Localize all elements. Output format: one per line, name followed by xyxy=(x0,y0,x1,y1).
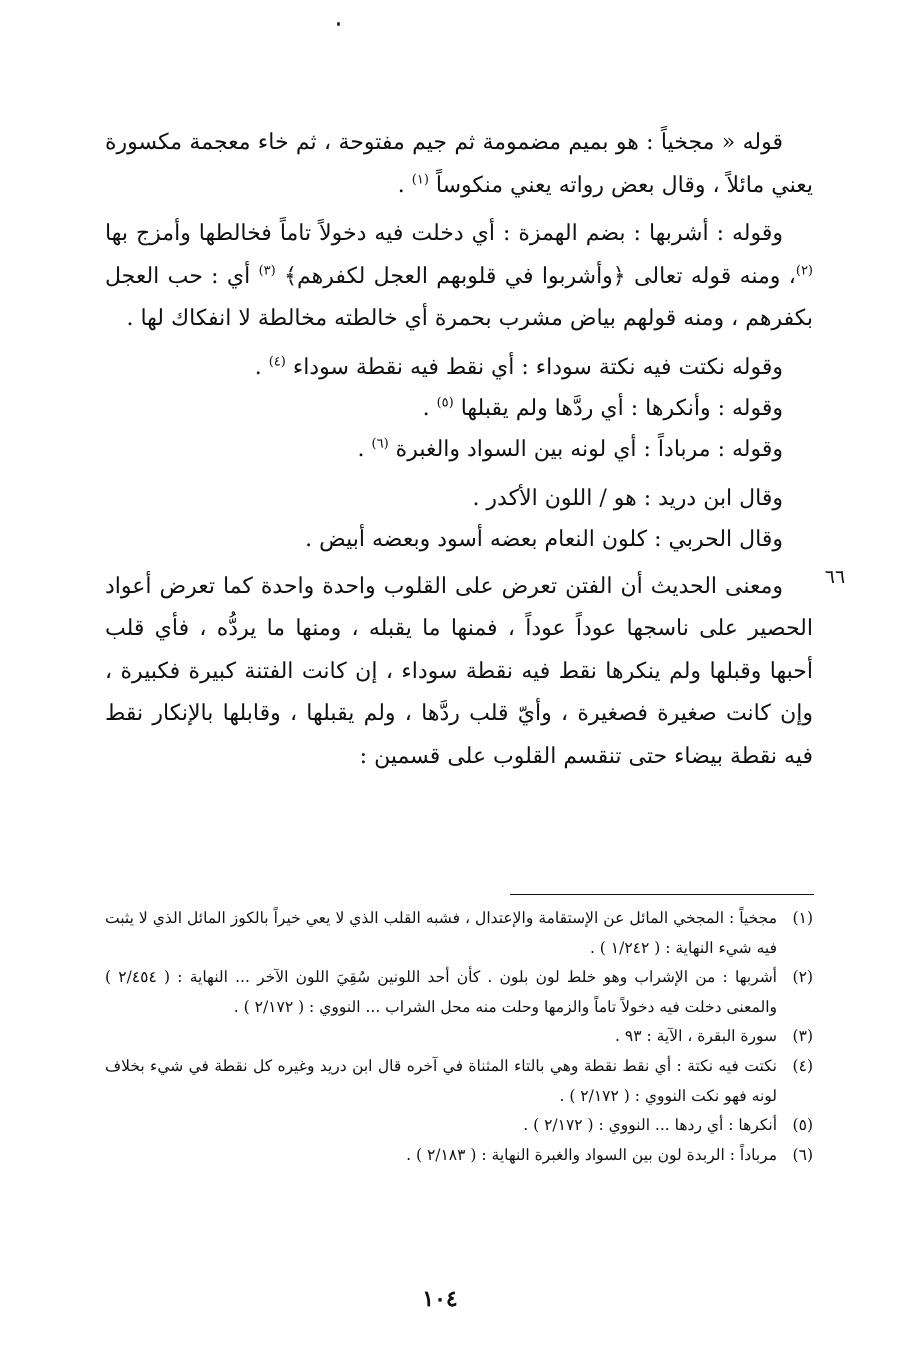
footnote xyxy=(105,904,813,963)
quote-line: وقال ابن دريد : هو / اللون الأكدر . xyxy=(472,485,783,511)
paragraph-meaning: ومعنى الحديث أن الفتن تعرض على القلوب واحدة واحدة كما تعرض أعواد الحصير على ناسجها عوداً عوداً ، فمنها ما يقبله ، ومنها ما يردُّه ، فأي قلب أحبها وقبلها ولم ينكرها نقط فيه نقطة سوداء ، إن كانت الفتنة كبيرة فكبيرة ، وإن كانت صغيرة فصغيرة ، وأيّ قلب ردَّها ، ولم يقبلها ، وقابلها بالإنكار نقط فيه نقطة بيضاء حتى تنقسم القلوب على قسمين : xyxy=(105,573,813,769)
footnote-number: (٦) xyxy=(792,1145,813,1164)
footnote-ref: (٥) xyxy=(436,395,454,411)
page-number: ١٠٤ xyxy=(422,1286,458,1312)
footnote-ref: (١) xyxy=(411,172,429,188)
quote-line: وقال الحربي : كلون النعام بعضه أسود وبعضه أبيض . xyxy=(305,526,783,552)
footnote-number: (٣) xyxy=(792,1027,813,1046)
paragraph-ushribaha xyxy=(105,213,813,341)
footnote-ref: (٢) xyxy=(795,263,813,279)
definition-text: وقوله : مرباداً : أي لونه بين السواد والغبرة xyxy=(388,436,783,462)
footnote xyxy=(105,963,813,1022)
footnote xyxy=(105,1111,813,1141)
paragraph-mujakhiyan xyxy=(105,122,813,207)
footnote-text: سورة البقرة ، الآية : ٩٣ . xyxy=(615,1027,777,1046)
definition-line xyxy=(105,429,813,470)
ink-speck xyxy=(337,22,340,26)
footnote-text: نكتت فيه نكتة : أي نقط نقطة وهي بالتاء المثناة في آخره قال ابن دريد وغيره كل نقطة في شيء بخلاف لونه فهو نكت النووي : ( ٢/١٧٢ ) . xyxy=(105,1056,777,1105)
main-text xyxy=(105,122,813,778)
footnote-number: (٢) xyxy=(792,968,813,987)
paragraph-text: أي : حب العجل بكفرهم ، ومنه قولهم بياض مشرب بحمرة أي خالطته مخالطة لا انفكاك لها . xyxy=(105,263,813,331)
definition-end: . xyxy=(254,354,269,380)
definitions-block xyxy=(105,347,813,470)
definition-text: وقوله نكتت فيه نكتة سوداء : أي نقط فيه نقطة سوداء xyxy=(285,354,783,380)
footnote xyxy=(105,1022,813,1052)
footnote-number: (٥) xyxy=(792,1116,813,1135)
paragraph-end: . xyxy=(397,172,412,198)
footnote-divider xyxy=(510,894,814,895)
footnote-number: (١) xyxy=(792,909,813,927)
quotes-block xyxy=(105,478,813,560)
definition-text: وقوله : وأنكرها : أي ردَّها ولم يقبلها xyxy=(453,395,783,421)
paragraph-text: ، ومنه قوله تعالى ﴿وأشربوا في قلوبهم العجل لكفرهم﴾ xyxy=(275,263,796,289)
footnote-text: مجخياً : المجخي المائل عن الإستقامة والإعتدال ، فشبه القلب الذي لا يعي خيراً بالكوز المائل الذي لا يثبت فيه شيء النهاية : ( ١/٢٤٢ ) . xyxy=(105,909,777,957)
paragraph-text: قوله « مجخياً : هو بميم مضمومة ثم جيم مفتوحة ، ثم خاء معجمة مكسورة يعني مائلاً ، وقال بعض رواته يعني منكوساً xyxy=(105,130,813,198)
footnote-ref: (٦) xyxy=(371,436,389,452)
definition-line xyxy=(105,388,813,429)
footnote-ref: (٣) xyxy=(258,263,276,279)
footnote xyxy=(105,1141,813,1171)
footnote-number: (٤) xyxy=(792,1056,813,1075)
footnote-text: مرباداً : الربدة لون بين السواد والغبرة النهاية : ( ٢/١٨٣ ) . xyxy=(406,1145,777,1164)
definition-end: . xyxy=(357,436,372,462)
footnotes xyxy=(105,904,813,1170)
footnote xyxy=(105,1052,813,1111)
margin-folio-number: ٦٦ xyxy=(824,566,846,588)
definition-end: . xyxy=(422,395,437,421)
footnote-text: أنكرها : أي ردها ... النووي : ( ٢/١٧٢ ) . xyxy=(523,1116,777,1135)
definition-line xyxy=(105,347,813,388)
paragraph-text: وقوله : أشربها : بضم الهمزة : أي دخلت فيه دخولاً تاماً فخالطها وأمزج بها xyxy=(105,221,783,246)
footnote-text: أشربها : من الإشراب وهو خلط لون بلون . كأن أحد اللونين سُقِيَ اللون الآخر ... النهاية : ( ٢/٤٥٤ ) والمعنى دخلت فيه دخولاً تاماً والزمها وحلت منه محل الشراب ... النووي : ( ٢/١٧٢ ) . xyxy=(105,968,777,1016)
footnote-ref: (٤) xyxy=(268,354,286,370)
